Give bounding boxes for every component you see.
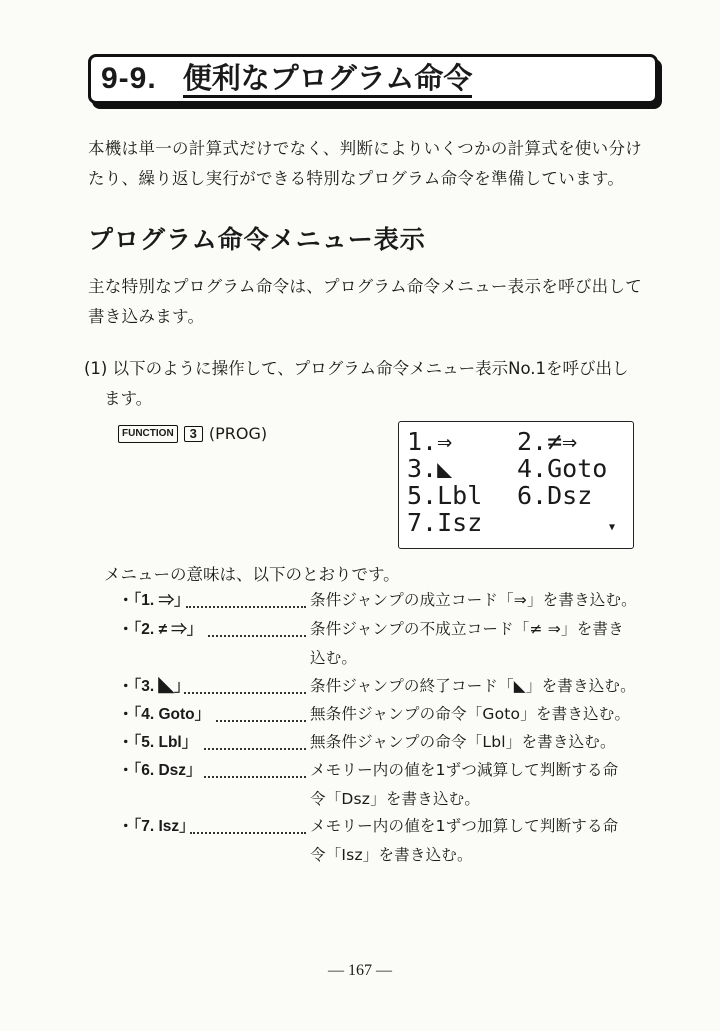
leader-dots: [204, 748, 306, 750]
menu-item-label: ・「3. ◣」: [118, 678, 190, 695]
leader-dots: [190, 832, 306, 834]
intro-paragraph: [88, 134, 648, 194]
step-1-line-2: ます。: [104, 389, 153, 408]
menu-item-label: ・「4. Goto」: [118, 706, 211, 723]
section-title-box: [88, 54, 658, 104]
leader-dots: [186, 606, 306, 608]
menu-item-1: [118, 586, 648, 615]
menu-item-label: ・「7. Isz」: [118, 818, 195, 835]
lcd-cell-1: 1.⇒: [407, 427, 453, 456]
key-sequence: [118, 424, 267, 443]
menu-item-desc: 無条件ジャンプの命令「Goto」を書き込む。: [310, 705, 631, 723]
menu-item-6: [118, 756, 648, 808]
intro-line-1: 本機は単一の計算式だけでなく、判断によりいくつかの計算式を使い分け: [88, 139, 643, 158]
subsection-heading: プログラム命令メニュー表示: [88, 225, 426, 254]
menu-item-desc: 条件ジャンプの成立コード「⇒」を書き込む。: [310, 591, 637, 609]
menu-item-desc: メモリー内の値を1ずつ加算して判断する命: [310, 817, 619, 835]
menu-item-label: ・「2. ≠ ⇒」: [118, 621, 203, 638]
leader-dots: [204, 776, 306, 778]
menu-item-desc-cont: 令「Dsz」を書き込む。: [310, 790, 481, 808]
leader-dots: [216, 720, 306, 722]
menu-item-label: ・「5. Lbl」: [118, 734, 198, 751]
section-paragraph: [88, 272, 648, 332]
menu-item-desc-cont: 令「Isz」を書き込む。: [310, 846, 473, 864]
lcd-display: [398, 421, 634, 549]
section-line-2: 書き込みます。: [88, 307, 205, 326]
step-1-line-1: (1) 以下のように操作して、プログラム命令メニュー表示No.1を呼び出し: [84, 359, 629, 378]
down-arrow-icon: ▼: [608, 522, 615, 533]
lcd-cell-2: 2.≠⇒: [517, 427, 578, 456]
leader-dots: [208, 635, 306, 637]
lcd-cell-3: 3.◣: [407, 454, 453, 483]
leader-dots: [184, 692, 306, 694]
menu-item-label: ・「6. Dsz」: [118, 762, 202, 779]
menu-item-3: [118, 672, 648, 701]
menu-item-desc-cont: 込む。: [310, 649, 358, 667]
lcd-cell-7: 7.Isz: [407, 508, 483, 537]
menu-item-2: [118, 615, 648, 667]
lcd-cell-5: 5.Lbl: [407, 481, 483, 510]
function-key: FUNCTION: [118, 425, 178, 443]
prog-label: (PROG): [208, 424, 268, 443]
intro-line-2: たり、繰り返し実行ができる特別なプログラム命令を準備しています。: [88, 169, 625, 188]
step-1: [84, 354, 654, 414]
menu-item-desc: 条件ジャンプの終了コード「◣」を書き込む。: [310, 677, 636, 695]
section-line-1: 主な特別なプログラム命令は、プログラム命令メニュー表示を呼び出して: [88, 277, 643, 296]
menu-item-label: ・「1. ⇒」: [118, 592, 190, 609]
lcd-cell-4: 4.Goto: [517, 454, 608, 483]
menu-item-4: [118, 700, 648, 729]
lcd-cell-6: 6.Dsz: [517, 481, 593, 510]
menu-item-5: [118, 728, 648, 757]
menu-item-desc: 無条件ジャンプの命令「Lbl」を書き込む。: [310, 733, 616, 751]
page-number: — 167 —: [328, 962, 392, 979]
menu-item-desc: 条件ジャンプの不成立コード「≠ ⇒」を書き: [310, 620, 624, 638]
three-key: 3: [184, 426, 203, 442]
menu-item-desc: メモリー内の値を1ずつ減算して判断する命: [310, 761, 619, 779]
menu-item-7: [118, 812, 648, 864]
menu-intro: メニューの意味は、以下のとおりです。: [104, 565, 400, 584]
section-number: 9-9.: [101, 62, 157, 95]
section-title: 便利なプログラム命令: [183, 61, 473, 98]
